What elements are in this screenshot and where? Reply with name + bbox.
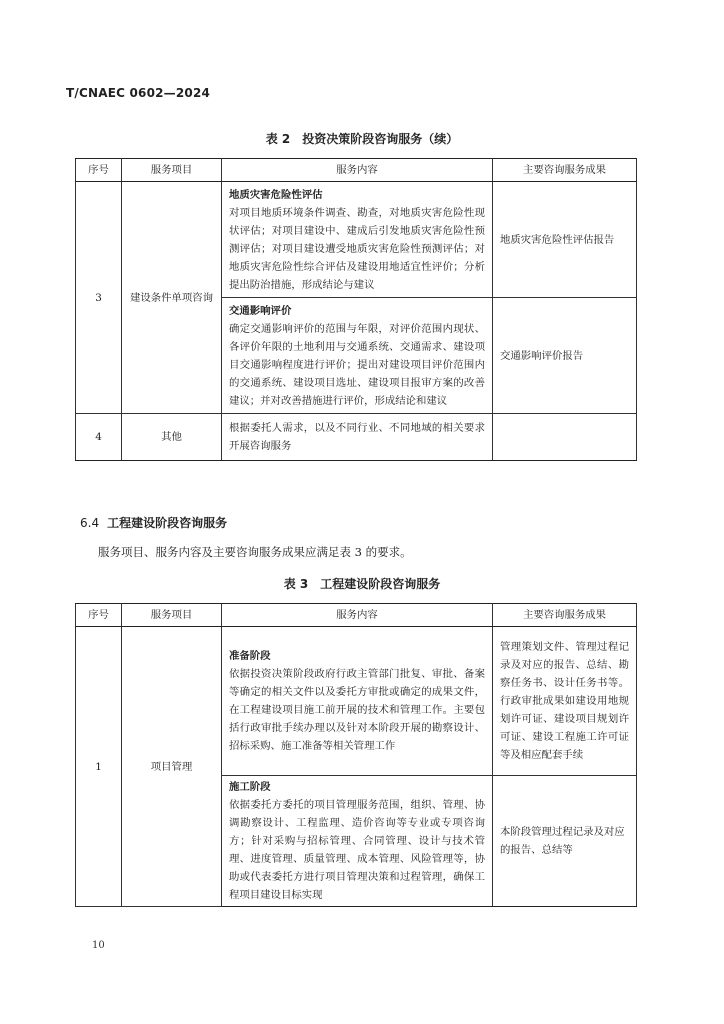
row-result: 管理策划文件、管理过程记录及对应的报告、总结、勘察任务书、设计任务书等。行政审批成果如建设用地规划许可证、建设项目规划许可证、建设工程施工许可证等及相应配套手续 <box>493 627 637 776</box>
section-heading <box>80 514 227 531</box>
row-result: 地质灾害危险性评估报告 <box>493 182 637 298</box>
table2-caption: 表 2 投资决策阶段咨询服务（续） <box>265 132 459 146</box>
col-header-num: 序号 <box>76 604 122 627</box>
content-subtitle: 地质灾害危险性评估 <box>229 188 323 201</box>
col-header-num: 序号 <box>76 159 122 182</box>
table-row <box>76 627 637 776</box>
content-subtitle: 准备阶段 <box>229 650 271 662</box>
table3 <box>75 603 637 907</box>
row-num: 3 <box>76 182 122 414</box>
row-num: 1 <box>76 627 122 907</box>
table3-header-row <box>76 604 637 627</box>
table3-caption: 表 3 工程建设阶段咨询服务 <box>283 577 441 591</box>
row-content <box>222 182 493 298</box>
table-row <box>76 182 637 298</box>
col-header-result: 主要咨询服务成果 <box>493 159 637 182</box>
col-header-content: 服务内容 <box>222 159 493 182</box>
section-paragraph: 服务项目、服务内容及主要咨询服务成果应满足表 3 的要求。 <box>98 545 412 559</box>
row-result <box>493 414 637 461</box>
row-item: 项目管理 <box>122 627 222 907</box>
row-content <box>222 776 493 907</box>
col-header-result: 主要咨询服务成果 <box>493 604 637 627</box>
page-number: 10 <box>92 940 105 951</box>
row-num: 4 <box>76 414 122 461</box>
col-header-content: 服务内容 <box>222 604 493 627</box>
content-text: 确定交通影响评价的范围与年限，对评价范围内现状、各评价年限的土地利用与交通系统、交通需求、建设项目交通影响程度进行评价；提出对建设项目评价范围内的交通系统、建设项目选址、建设项目报审方案的改善建议；并对改善措施进行评价，形成结论和建议 <box>229 322 485 407</box>
row-result: 交通影响评价报告 <box>493 298 637 414</box>
standard-code: T/CNAEC 0602—2024 <box>66 86 211 100</box>
content-subtitle: 施工阶段 <box>229 781 271 793</box>
content-text: 依据委托方委托的项目管理服务范围，组织、管理、协调勘察设计、工程监理、造价咨询等专业或专项咨询方；针对采购与招标管理、合同管理、设计与技术管理、进度管理、质量管理、成本管理、风险管理等，协助或代表委托方进行项目管理决策和过程管理，确保工程项目建设目标实现 <box>229 799 485 901</box>
table2-header-row <box>76 159 637 182</box>
row-content: 根据委托人需求，以及不同行业、不同地域的相关要求开展咨询服务 <box>222 414 493 461</box>
col-header-item: 服务项目 <box>122 604 222 627</box>
content-text: 对项目地质环境条件调查、勘查，对地质灾害危险性现状评估；对项目建设中、建成后引发地质灾害危险性预测评估；对项目建设遭受地质灾害危险性预测评估；对地质灾害危险性综合评估及建设用地适宜性评价；分析提出防治措施，形成结论与建议 <box>229 206 485 291</box>
row-item: 建设条件单项咨询 <box>122 182 222 414</box>
col-header-item: 服务项目 <box>122 159 222 182</box>
table2 <box>75 158 637 461</box>
row-content <box>222 298 493 414</box>
content-subtitle: 交通影响评价 <box>229 304 292 317</box>
row-content <box>222 627 493 776</box>
row-result: 本阶段管理过程记录及对应的报告、总结等 <box>493 776 637 907</box>
content-text: 依据投资决策阶段政府行政主管部门批复、审批、备案等确定的相关文件以及委托方审批或确定的成果文件，在工程建设项目施工前开展的技术和管理工作。主要包括行政审批手续办理以及针对本阶段开展的勘察设计、招标采购、施工准备等相关管理工作 <box>229 668 485 752</box>
section-title: 工程建设阶段咨询服务 <box>107 516 228 530</box>
table-row <box>76 414 637 461</box>
section-number: 6.4 <box>80 516 100 530</box>
row-item: 其他 <box>122 414 222 461</box>
